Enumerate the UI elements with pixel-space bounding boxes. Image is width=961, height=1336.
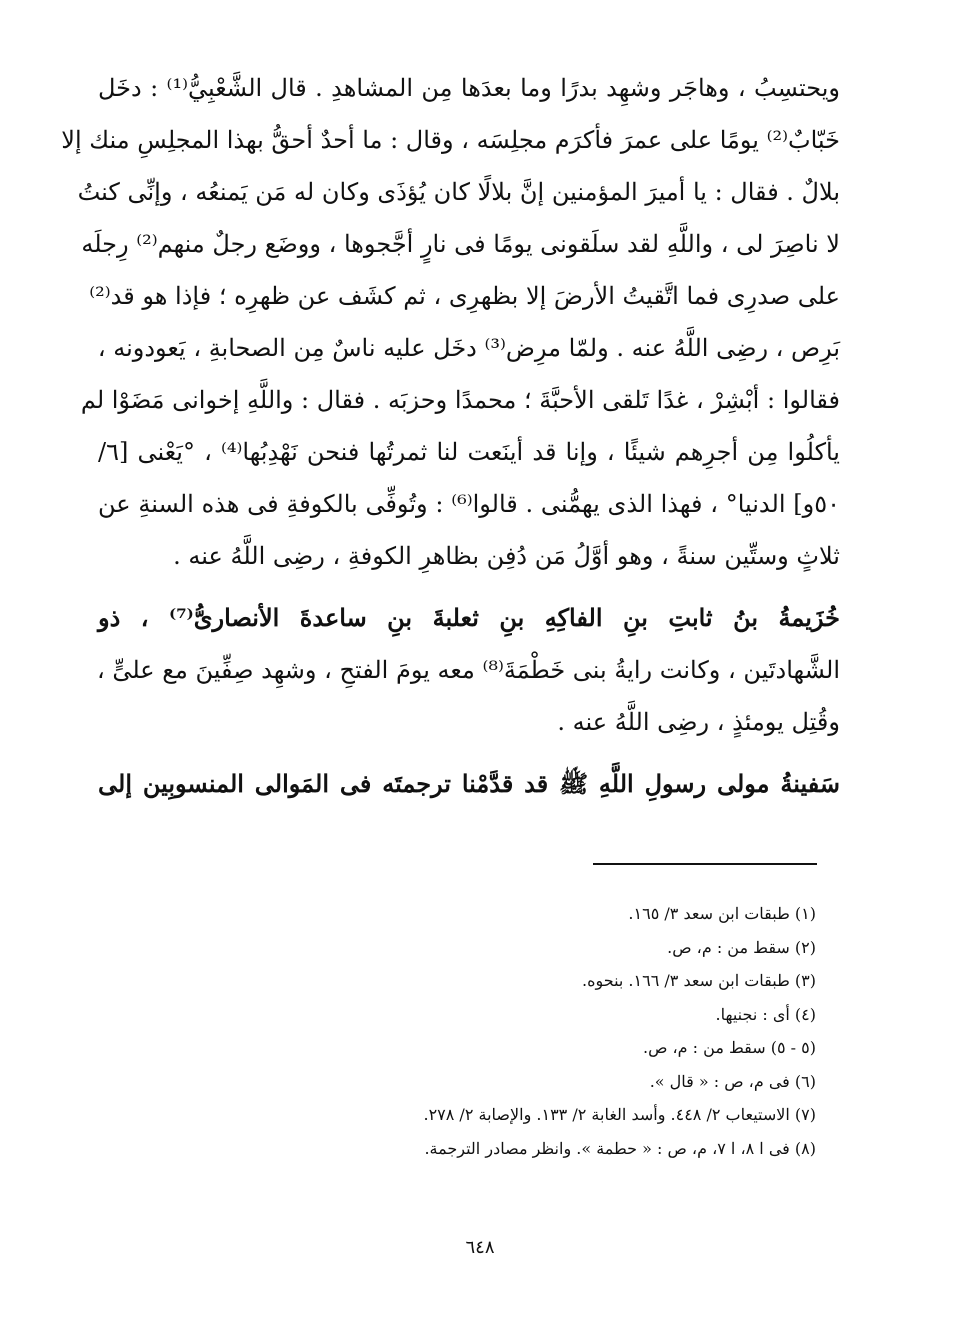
main-text bbox=[61, 62, 840, 810]
text-line: خَبّابٌ⁽²⁾ يومًا على عمرَ فأكرَم مجلِسَه ، وقال : ما أحدٌ أحقُّ بهذا المجلِسِ منك إلا bbox=[61, 126, 840, 154]
text-line: سَفينةُ مولى رسولِ اللَّهِ ﷺ قد قدَّمْنا ترجمتَه فى المَوالى المنسوبِين إلى bbox=[98, 769, 840, 798]
text-line: خُزَيمةُ بنُ ثابتِ بنِ الفاكِهِ بنِ ثعلبةَ بنِ ساعدةَ الأنصارىُّ⁽⁷⁾ ، ذو bbox=[98, 603, 840, 632]
paragraph-safina bbox=[98, 758, 840, 810]
page-number: ٦٤٨ bbox=[465, 1237, 495, 1258]
text-line: الشَّهادتَين ، وكانت رايةُ بنى خَطْمَةَ⁽⁸⁾ معه يومَ الفتحِ ، وشهِد صِفِّينَ مع علىٍّ ، bbox=[96, 656, 840, 684]
text-line: بلالٌ . فقال : يا أميرَ المؤمنين إنَّ بلالًا كان يُؤذَى وكان له مَن يَمنعُه ، وإنِّى كنتُ bbox=[77, 178, 840, 206]
footnote: (٧) الاستيعاب ٢/ ٤٤٨. وأسد الغابة ٢/ ١٣٣. والإصابة ٢/ ٢٧٨. bbox=[423, 1105, 816, 1124]
paragraph-gap bbox=[98, 748, 840, 758]
footnote: (٥ - ٥) سقط من : م، ص. bbox=[642, 1038, 816, 1057]
footnote: (٢) سقط من : م، ص. bbox=[667, 937, 816, 957]
paragraph-khabbab bbox=[61, 62, 840, 582]
text-line: على صدرِى فما اتَّقيتُ الأرضَ إلا بظهرِى ، ثم كشَف عن ظهرِه ؛ فإذا هو قد⁽²⁾ bbox=[89, 282, 840, 310]
footnote: (٣) طبقات ابن سعد ٣/ ١٦٦. بنحوه. bbox=[582, 971, 816, 990]
text-line: ٥٠و] الدنيا° ، فهذا الذى يهمُّنى . قالوا⁽⁶⁾ : وتُوفِّى بالكوفةِ فى هذه السنةِ عن bbox=[98, 490, 840, 518]
footnotes bbox=[256, 897, 816, 1165]
footnote: (٤) أى : نجنيها. bbox=[715, 1004, 816, 1024]
text-line: فقالوا : أبْشِرْ ، غدًا تَلقى الأحبَّةَ ؛ محمدًا وحزبَه . فقال : واللَّهِ إخوانى مَضَوْا لم bbox=[80, 386, 840, 414]
footnote: (٦) فى م، ص : « قال ». bbox=[649, 1071, 816, 1091]
footnote: (٨) فى ا ٨، ا ٧، م، ص : « حطمة ». وانظر مصادر الترجمة. bbox=[424, 1138, 816, 1158]
text-line: يأكلُوا مِن أجرِهم شيئًا ، وإنا قد أينَعت لنا ثمرتُها فنحن نَهْدِبُها⁽⁴⁾ ، °يَعْنى [٦/ bbox=[98, 438, 840, 466]
text-line: بَرِص ، رضِى اللَّهُ عنه . ولمّا مرِض⁽³⁾ دخَل عليه ناسٌ مِن الصحابةِ ، يَعودونه ، bbox=[97, 334, 840, 362]
text-line: وقُتِل يومئذٍ ، رضِى اللَّهُ عنه . bbox=[557, 708, 840, 736]
footnote: (١) طبقات ابن سعد ٣/ ١٦٥. bbox=[628, 904, 816, 923]
footnote-separator bbox=[593, 863, 817, 865]
paragraph-khuzayma bbox=[98, 592, 840, 748]
paragraph-gap bbox=[98, 582, 840, 592]
text-line: ثلاثٍ وستِّين سنةً ، وهو أوَّلُ مَن دُفِن بظاهرِ الكوفةِ ، رضِى اللَّهُ عنه . bbox=[173, 542, 840, 570]
text-line: لا ناصِرَ لى ، واللَّهِ لقد سلَقونى يومًا فى نارٍ أجَّجوها ، ووضَع رجلٌ منهم⁽²⁾ رِجلَه bbox=[81, 230, 840, 258]
text-line: ويحتسِبُ ، وهاجَر وشهِد بدرًا وما بعدَها مِن المشاهدِ . قال الشَّعْبِيُّ⁽¹⁾ : دخَل bbox=[98, 74, 840, 102]
